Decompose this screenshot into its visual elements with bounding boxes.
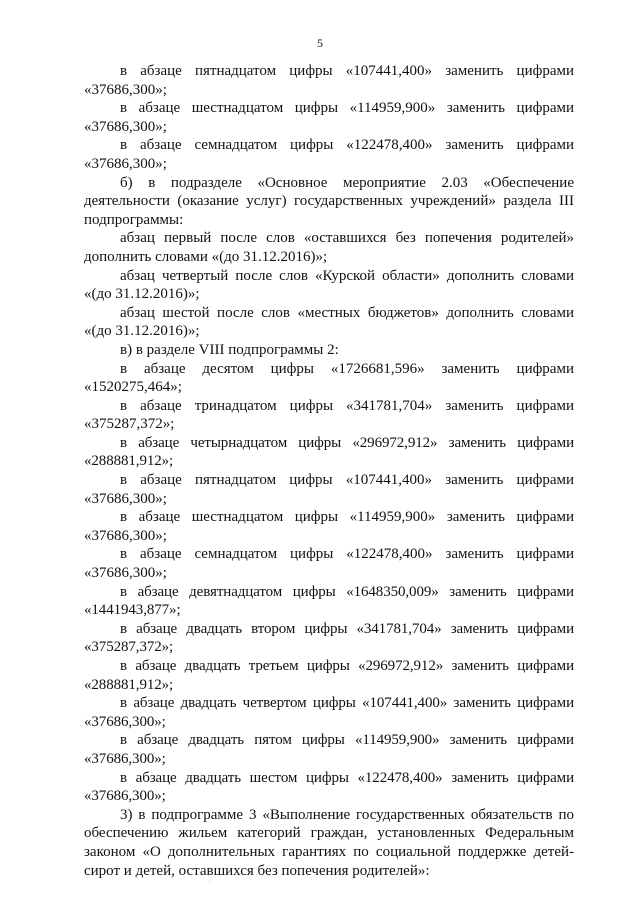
paragraph: в абзаце двадцать пятом цифры «114959,900» заменить цифрами «37686,300»; [84, 732, 574, 767]
paragraph: в абзаце тринадцатом цифры «341781,704» заменить цифрами «375287,372»; [84, 397, 574, 433]
paragraph: абзац шестой после слов «местных бюджетов» дополнить словами «(до 31.12.2016)»; [84, 304, 574, 340]
paragraph: в абзаце шестнадцатом цифры «114959,900» заменить цифрами «37686,300»; [84, 100, 574, 135]
paragraph: в абзаце пятнадцатом цифры «107441,400» заменить цифрами «37686,300»; [84, 472, 574, 507]
paragraph: в абзаце десятом цифры «1726681,596» заменить цифрами «1520275,464»; [84, 360, 574, 396]
paragraph: в абзаце двадцать шестом цифры «122478,400» заменить цифрами «37686,300»; [84, 769, 574, 805]
paragraph: абзац первый после слов «оставшихся без попечения родителей» дополнить словами «(до 31.12.2016)»; [84, 230, 574, 265]
paragraph: 3) в подпрограмме 3 «Выполнение государственных обязательств по обеспечению жильем категорий граждан, установленных Федеральным законом «О дополнительных гарантиях по социальной поддержке детей-сирот и детей, оставшихся без попечения родителей»: [84, 806, 574, 879]
paragraph: в абзаце двадцать втором цифры «341781,704» заменить цифрами «375287,372»; [84, 620, 574, 656]
paragraph: в абзаце семнадцатом цифры «122478,400» заменить цифрами «37686,300»; [84, 546, 574, 582]
paragraph: в абзаце четырнадцатом цифры «296972,912» заменить цифрами «288881,912»; [84, 434, 574, 470]
scan-artifact [209, 881, 210, 882]
paragraph: в) в разделе VIII подпрограммы 2: [120, 341, 339, 358]
document-body [84, 62, 574, 880]
paragraph: в абзаце девятнадцатом цифры «1648350,009» заменить цифрами «1441943,877»; [84, 583, 574, 619]
paragraph: в абзаце семнадцатом цифры «122478,400» заменить цифрами «37686,300»; [84, 137, 574, 172]
paragraph: абзац четвертый после слов «Курской области» дополнить словами «(до 31.12.2016)»; [84, 267, 574, 303]
paragraph: б) в подразделе «Основное мероприятие 2.03 «Обеспечение деятельности (оказание услуг) государственных учреждений» раздела III подпрограммы: [84, 174, 574, 228]
paragraph: в абзаце двадцать четвертом цифры «107441,400» заменить цифрами «37686,300»; [84, 695, 574, 730]
paragraph: в абзаце шестнадцатом цифры «114959,900» заменить цифрами «37686,300»; [84, 509, 574, 544]
paragraph: в абзаце пятнадцатом цифры «107441,400» заменить цифрами «37686,300»; [84, 63, 574, 98]
paragraph: в абзаце двадцать третьем цифры «296972,912» заменить цифрами «288881,912»; [84, 658, 574, 693]
page-number: 5 [317, 36, 323, 50]
